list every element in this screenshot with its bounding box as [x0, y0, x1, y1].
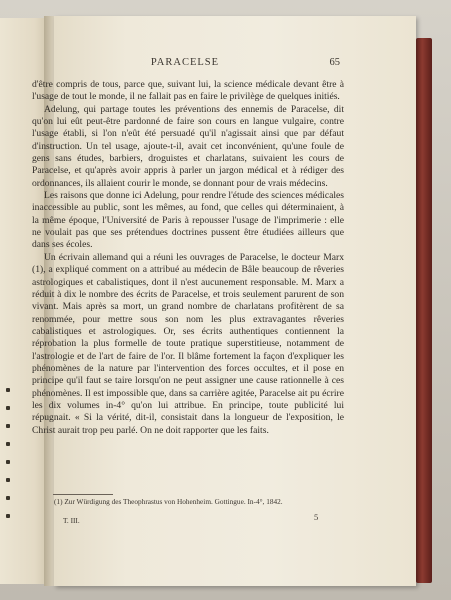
page-header: [30, 57, 340, 71]
paragraph: Adelung, qui partage toutes les préventions des ennemis de Paracelse, dit qu'on lui eût peut-être pardonné de faire son cours en langue vulgaire, contre l'usage établi, si l'on n'eût été persuadé qu'il n'agissait ainsi que par défaut d'instruction. Un tel usage, ajoute-t-il, avait cet inconvénient, qu'une foule de gens sans études, barbiers, droguistes et charlatans, suivaient les cours de Paracelse, et qu'après avoir appris à parler un jargon médical et à rédiger des ordonnances, ils allaient courir le monde, se donnant pour de vrais médecins.: [32, 103, 344, 189]
book-cover-edge: [416, 38, 432, 583]
page-number: 65: [329, 57, 340, 68]
sheet-number: 5: [314, 512, 319, 522]
paragraph: d'être compris de tous, parce que, suivant lui, la science médicale devant être à l'usage de tout le monde, il ne fallait pas en faire le privilège de quelques initiés.: [32, 79, 344, 103]
footnote-rule: [53, 494, 113, 495]
footnote: (1) Zur Würdigung des Theophrastus von Hohenheim. Gottingue. In-4°, 1842.: [54, 497, 283, 506]
paragraph: Les raisons que donne ici Adelung, pour rendre l'étude des sciences médicales inaccessible au public, sont les mêmes, au fond, que celles qui déterminaient, à la même époque, l'Université de Paris à repousser l'usage de l'imprimerie : elle ne voulait pas que ses prétendues doctrines pussent être étudiées ailleurs que dans ses écoles.: [32, 190, 344, 251]
volume-signature: T. III.: [63, 516, 80, 525]
paragraph: Un écrivain allemand qui a réuni les ouvrages de Paracelse, le docteur Marx (1), a expliqué comment on a attribué au médecin de Bâle beaucoup de rêveries astrologiques et cabalistiques, dont il n'est aucunement responsable. M. Marx a réduit à dix le nombre des écrits de Paracelse, et trois seulement parurent de son vivant. Mais après sa mort, un grand nombre de charlatans profitèrent de sa renommée, pour mettre sous son nom les plus extravagantes rêveries cabalistiques et astrologiques. Or, ses écrits authentiques contiennent la réprobation la plus formelle de toute pratique superstitieuse, notamment de l'astrologie et de l'art de faire de l'or. Il blâme fortement la façon d'expliquer les phénomènes de la nature par l'intervention des forces occultes, et il pose en principe qu'il faut se taire lorsqu'on ne peut assigner une cause rationnelle à ces phénomènes. Il est impossible que, dans sa carrière agitée, Paracelse ait pu écrire les dix volumes in-4° qu'on lui attribue. En principe, toute publicité lui répugnait. « Si la vérité, dit-il, consistait dans la longueur de l'exposition, le Christ aurait trop peu parlé. On ne doit rapporter que les faits.: [32, 251, 344, 436]
running-title: PARACELSE: [150, 57, 220, 68]
body-text: [32, 79, 344, 437]
left-page-marks: [6, 388, 10, 532]
